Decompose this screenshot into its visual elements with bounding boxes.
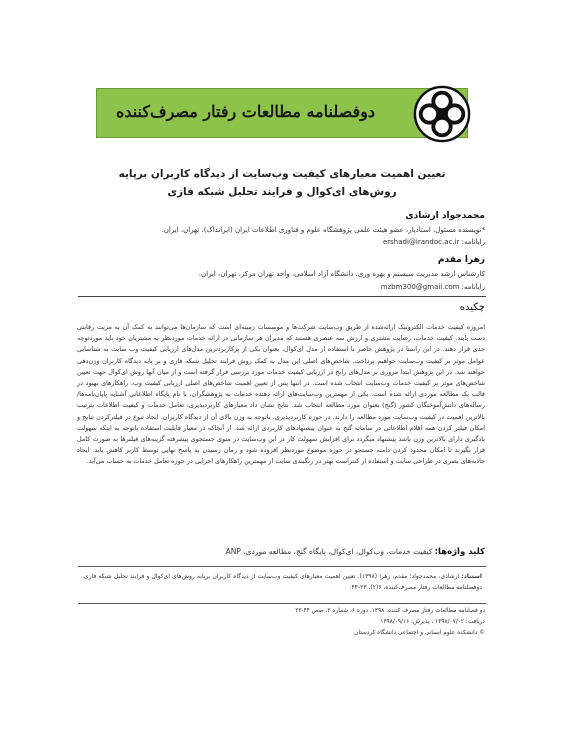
footer-journal-info: دو فصلنامه مطالعات رفتار مصرف کننده، ۱۳۹۸، دوره ۶، شماره ۲، صص ۴۴-۲۳ (295, 608, 485, 614)
divider (78, 296, 486, 297)
keywords-line (79, 546, 485, 558)
author-2-affiliation: کارشناس ارشد مدیریت سیستم و بهره وری، دانشگاه آزاد اسلامی، واحد تهران مرکز، تهران، ایران. (198, 270, 485, 278)
citation-text: ارشادی، محمدجواد؛ مقدم، زهرا (۱۳۹۸). تعیین اهمیت معیارهای کیفیت وب‌سایت از دیدگاه کاربران برپایه روش‌های ای‌کوال و فرایند تحلیل شبکه فازی. دوفصلنامه مطالعات رفتار مصرف‌کننده، ۶(۲)، ۲۳-۴۴. (82, 573, 482, 591)
footer-dates: دریافت: ۱۳۹۸/۰۷/۰۲ ، پذیرش: ۱۳۹۸/۰۹/۱۶ (380, 619, 485, 625)
journal-title: دوفصلنامه مطالعات رفتار مصرف‌کننده (115, 102, 375, 121)
citation-label: استناد: (461, 573, 482, 580)
abstract-text: امروزه کیفیت خدمات الکترونیک ارائه‌شده از طریق وب‌سایت شرکت‌ها و موسسات زمینه‌ای است که سازمان‌ها می‌توانند به کمک آن به مزیت رقابتی دست یابند. کیفیت خدمات، رضایت مشتری و ارزش سه عنصری هستند که مدیران هر سازمانی در ارائه خدمات موردنظر به مشتریان خود باید موردتوجه جدی قرار دهند. در این راستا در پژوهش حاضر با استفاده از مدل ای‌کوال، بعنوان یکی از پرکاربردترین مدل‌های ارزیابی کیفیت وب سایت به شناسایی عوامل موثر بر کیفیت وب‌سایت خواهیم پرداخت. شاخص‌های اصلی این مدل به کمک روش فرایند تحلیل شبکه فازی و بر پایه دیدگاه کاربران وزن‌دهی خواهند شد. در این پژوهش ابتدا مروری بر مدل‌های رایج در ارزیابی کیفیت خدمات مورد بررسی قرار گرفته است و از میان آنها روش ای‌کوال جهت تعیین شاخص‌های موثر بر کیفیت خدمات وب‌سایت انتخاب شده است. در انتها پس از تعیین اهمیت شاخص‌های اصلی ارزیابی کیفیت وب، راهکارهای بهبود در قالب یک مطالعه موردی ارائه شده است. یکی از مهمترین وب‌سایت‌های ارائه دهنده خدمات به پژوهشگران، با نام پایگاه اطلاعاتی آشنایه پایان‌نامه‌ها/رساله‌های دانش‌آموختگان کشور (گنج) بعنوان مورد مطالعه انتخاب شد. نتایج نشان داد معیارهای کاربردپذیری، تعامل خدمات و کیفیت اطلاعات بترتیب بالاترین اهمیت در کیفیت وب‌سایت مورد مطالعه را دارند. در حوزه کاربردپذیری، باتوجه به وزن بالای آن از دیدگاه کاربران، ایجاد تنوع در فیلترکردن نتایج و امکان فیلتر کردن همه اقلام اطلاعاتی در سامانه گنج به عنوان پیشنهادهای کاربردی ارائه شد. از آنجاکه در معیار قابلیت استفاده باتوجه به اینکه سهولت یادگیری دارای بالاترین وزن باشد پیشنهاد میگردد برای افزایش سهولت کار در این وب‌سایت در منوی جستجوی پیشرفته گزینه‌های فیلترها به صورت کامل قرار بگیرند تا امکان محدود کردن دامنه جستجو در حوزه موضوع موردنظر افزوده شود و زمان رسیدن به پاسخ نهایی توسط کاربر کاهش یابد. ایجاد جاذبه‌های بصری در طراحی سایت و استفاده از کنتراست بهتر در رنگبندی سایت از مهمترین راهکارهای اجرایی در حوزه تعامل خدمات به حساب می‌آید. (77, 323, 485, 466)
author-2-email: رایانامه: mzbm300@gmail.com (380, 283, 485, 291)
citation-box (78, 566, 486, 604)
author-1-email: رایانامه: ershadi@irandoc.ac.ir (382, 238, 485, 246)
footer-copyright: © دانشکده علوم انسانی و اجتماعی دانشگاه کردستان (354, 630, 485, 636)
journal-knot-logo-icon (413, 85, 471, 143)
citation (82, 571, 482, 593)
article-title-line1: تعیین اهمیت معیارهای کیفیت وب‌سایت از دیدگاه کاربران برپایه (118, 168, 446, 180)
author-1-name: محمدجواد ارشادی (405, 211, 485, 221)
keywords-label: کلید واژه‌ها: (434, 547, 485, 557)
author-2-name: زهرا مقدم (437, 255, 485, 265)
author-1-affiliation: *نویسنده مسئول، استادیار، عضو هیئت علمی پژوهشگاه علوم و فناوری اطلاعات ایران (ایرانداک)، تهران، ایران. (161, 226, 485, 234)
abstract-heading: چکیده (459, 302, 485, 313)
keywords-text: کیفیت خدمات، وب‌کوال، ای‌کوال، پایگاه گنج، مطالعه موردی، ANP (225, 547, 433, 556)
article-title-line2: روش‌های ای‌کوال و فرایند تحلیل شبکه فازی (167, 186, 397, 198)
